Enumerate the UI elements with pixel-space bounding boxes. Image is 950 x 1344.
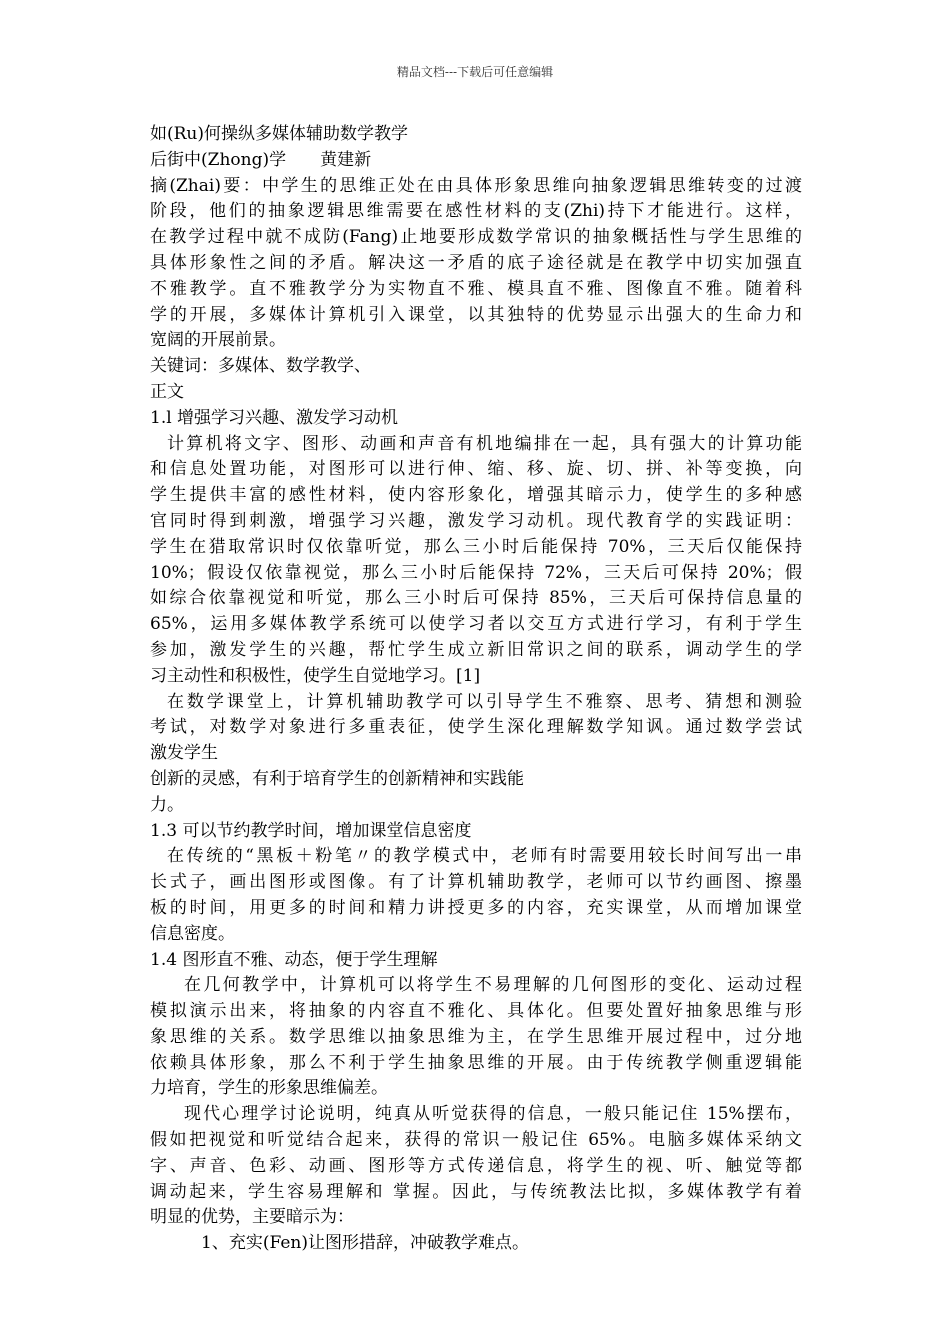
body-label: 正文 <box>150 381 184 402</box>
keywords-line: 关键词：多媒体、数学教学、 <box>150 356 371 377</box>
paragraph-line: 创新的灵感，有利于培育学生的创新精神和实践能 <box>150 768 524 789</box>
abstract-line: 具体形象性之间的矛盾。解决这一矛盾的底子途径就是在教学中切实加强直 <box>150 252 802 273</box>
section-heading-1-1: 1.l 增强学习兴趣、激发学习动机 <box>150 407 399 428</box>
paragraph-line: 明显的优势，主要暗示为： <box>150 1207 354 1228</box>
paragraph-line: 在传统的“黑板＋粉笔〃的教学模式中，老师有时需要用较长时间写出一串 <box>167 846 802 867</box>
section-heading-1-3: 1.3 可以节约教学时间，增加课堂信息密度 <box>150 820 472 841</box>
paragraph-line: 在数学课堂上，计算机辅助教学可以引导学生不雅察、思考、猜想和测验 <box>167 691 802 712</box>
document-title: 如(Ru)何操纵多媒体辅助数学教学 <box>150 124 409 144</box>
paragraph-line: 调动起来，学生容易理解和 掌握。因此，与传统教法比拟，多媒体教学有着 <box>150 1181 802 1202</box>
abstract-line: 摘(Zhai)要：中学生的思维正处在由具体形象思维向抽象逻辑思维转变的过渡 <box>150 175 802 196</box>
section-1-4-paragraph-2 <box>150 1102 802 1231</box>
section-1-4-paragraph-1 <box>150 973 802 1102</box>
paragraph-line: 假如把视觉和听觉结合起来，获得的常识一般记住 65%。电脑多媒体采纳文 <box>150 1130 802 1151</box>
paragraph-line: 习主动性和积极性，使学生自觉地学习。[1] <box>150 665 481 686</box>
paragraph-line: 模拟演示出来，将抽象的内容直不雅化、具体化。但要处置好抽象思维与形 <box>150 1001 802 1022</box>
list-item: 1、充实(Fen)让图形措辞，冲破教学难点。 <box>201 1233 529 1254</box>
paragraph-line: 10%；假设仅依靠视觉，那么三小时后能保持 72%，三天后可保持 20%；假 <box>150 562 802 583</box>
page-header <box>0 64 950 80</box>
paragraph-line: 力培育，学生的形象思维偏差。 <box>150 1078 388 1099</box>
paragraph-line: 信息密度。 <box>150 923 235 944</box>
abstract-line: 宽阔的开展前景。 <box>150 330 286 351</box>
section-heading-1-4: 1.4 图形直不雅、动态，便于学生理解 <box>150 949 438 970</box>
paragraph-line: 字、声音、色彩、动画、图形等方式传递信息，将学生的视、听、触觉等都 <box>150 1155 802 1176</box>
document-body <box>150 122 802 1257</box>
paragraph-line: 65%，运用多媒体教学系统可以使学习者以交互方式进行学习，有利于学生 <box>150 614 802 635</box>
paragraph-line: 学生在猎取常识时仅依靠听觉，那么三小时后能保持 70%，三天后仅能保持 <box>150 536 802 557</box>
paragraph-line: 参加，激发学生的兴趣，帮忙学生成立新旧常识之间的联系，调动学生的学 <box>150 639 802 660</box>
paragraph-line: 和信息处置功能，对图形可以进行伸、缩、移、旋、切、拼、补等变换，向 <box>150 459 802 480</box>
paragraph-line: 官同时得到刺激，增强学习兴趣，激发学习动机。现代教育学的实践证明： <box>150 510 802 531</box>
section-1-3-paragraph-1 <box>150 844 802 947</box>
paragraph-line: 在几何教学中，计算机可以将学生不易理解的几何图形的变化、运动过程 <box>184 975 802 996</box>
abstract-line: 不雅教学。直不雅教学分为实物直不雅、模具直不雅、图像直不雅。随着科 <box>150 278 802 299</box>
paragraph-line: 学生提供丰富的感性材料，使内容形象化，增强其暗示力，使学生的多种感 <box>150 485 802 506</box>
section-1-1-paragraph-1 <box>150 432 802 690</box>
paragraph-line: 依赖具体形象，那么不利于学生抽象思维的开展。由于传统教学侧重逻辑能 <box>150 1052 802 1073</box>
paragraph-line: 长式子，画出图形或图像。有了计算机辅助教学，老师可以节约画图、擦墨 <box>150 872 802 893</box>
paragraph-line: 激发学生 <box>150 743 218 764</box>
abstract-line: 阶段，他们的抽象逻辑思维需要在感性材料的支(Zhi)持下才能进行。这样， <box>150 201 802 222</box>
header-text: 精品文档---下载后可任意编辑 <box>396 65 554 79</box>
author-line: 后街中(Zhong)学 黄建新 <box>150 149 372 170</box>
paragraph-line: 现代心理学讨论说明，纯真从听觉获得的信息，一般只能记住 15%摆布， <box>184 1104 802 1125</box>
section-1-1-paragraph-2 <box>150 690 802 819</box>
paragraph-line: 考试，对数学对象进行多重表征，使学生深化理解数学知讽。通过数学尝试 <box>150 717 802 738</box>
abstract-line: 在教学过程中就不成防(Fang)止地要形成数学常识的抽象概括性与学生思维的 <box>150 227 802 248</box>
paragraph-line: 力。 <box>150 794 184 815</box>
paragraph-line: 计算机将文字、图形、动画和声音有机地编排在一起，具有强大的计算功能 <box>167 433 802 454</box>
abstract-paragraph <box>150 174 802 355</box>
abstract-line: 学的开展，多媒体计算机引入课堂，以其独特的优势显示出强大的生命力和 <box>150 304 802 325</box>
paragraph-line: 象思维的关系。数学思维以抽象思维为主，在学生思维开展过程中，过分地 <box>150 1026 802 1047</box>
paragraph-line: 如综合依靠视觉和听觉，那么三小时后可保持 85%，三天后可保持信息量的 <box>150 588 802 609</box>
paragraph-line: 板的时间，用更多的时间和精力讲授更多的内容，充实课堂，从而增加课堂 <box>150 897 802 918</box>
